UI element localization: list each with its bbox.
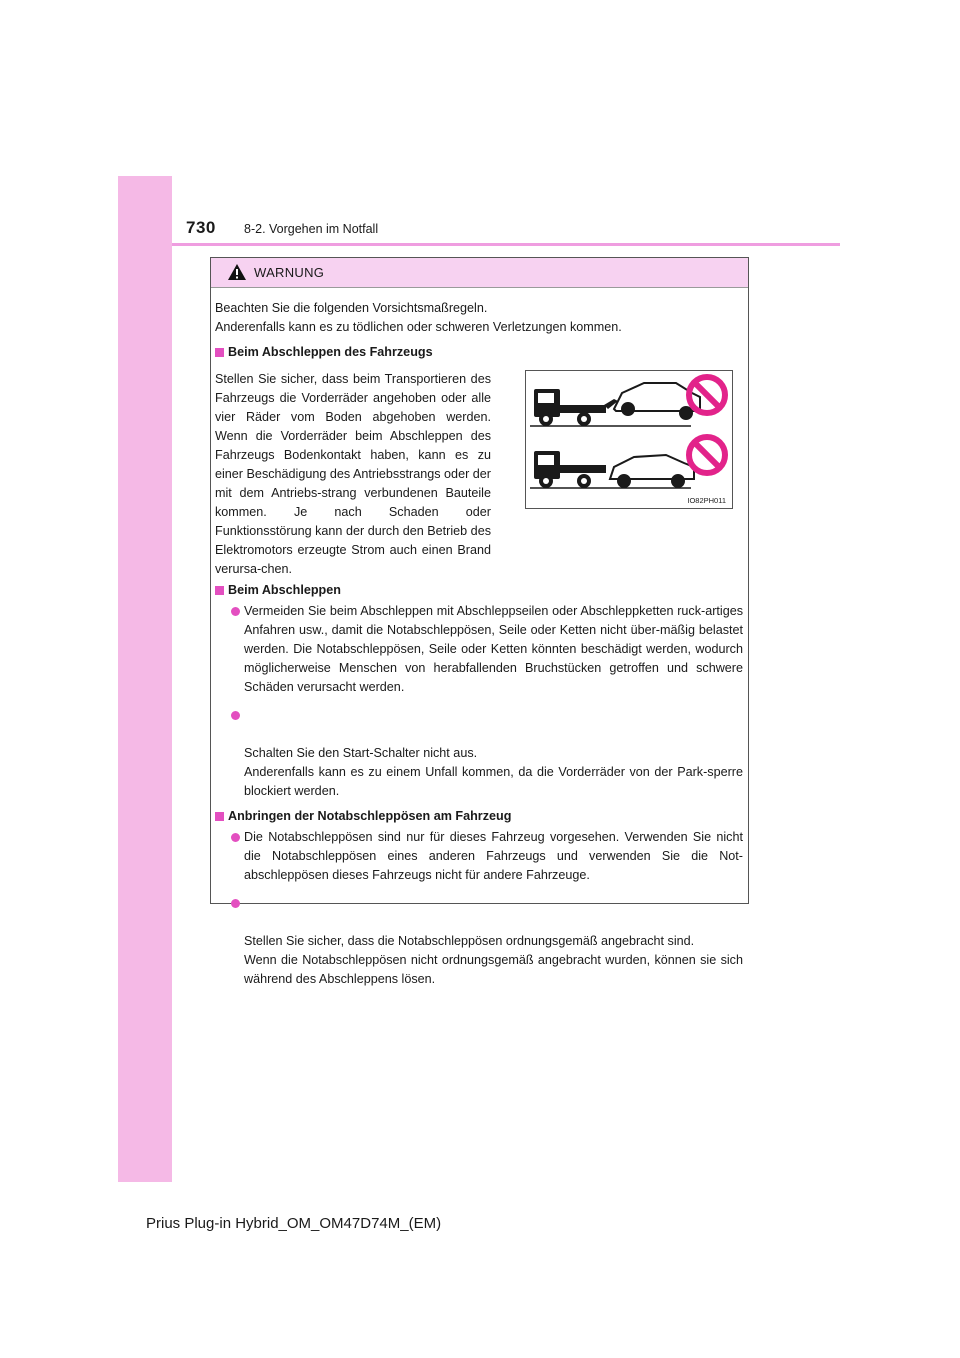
tow-truck-illustration — [526, 371, 732, 508]
footer-doc-id: Prius Plug-in Hybrid_OM_OM47D74M_(EM) — [146, 1215, 442, 1232]
intro-line: Beachten Sie die folgenden Vorsichtsmaßregeln. — [215, 301, 488, 315]
chapter-sidebar — [118, 176, 172, 1182]
intro-line: Anderenfalls kann es zu tödlichen oder schweren Verletzungen kommen. — [215, 320, 622, 334]
list-item: Die Notabschleppösen sind nur für dieses Fahrzeug vorgesehen. Verwenden Sie nicht die Notabschleppösen eines anderen Fahrzeugs und verwenden Sie die Not-abschleppösen dieses Fahrzeugs nicht für andere Fahrzeuge. — [215, 828, 743, 885]
tow-truck-top — [534, 389, 618, 426]
section-heading: Beim Abschleppen — [215, 581, 743, 600]
header-rule — [172, 243, 840, 246]
bullet-dot-icon — [231, 833, 240, 842]
towing-illustration — [525, 370, 733, 509]
section-heading: Anbringen der Notabschleppösen am Fahrzeug — [215, 807, 743, 826]
car-bottom — [610, 455, 694, 487]
prohibited-sign-icon — [689, 437, 725, 473]
warning-title: WARNUNG — [254, 265, 325, 280]
bullet-dot-icon — [231, 607, 240, 616]
bullet-dot-icon — [231, 711, 240, 720]
bullet-dot-icon — [231, 899, 240, 908]
list-item: Vermeiden Sie beim Abschleppen mit Abschleppseilen oder Abschleppketten ruck-artiges Anfahren usw., damit die Notabschleppösen, Seile oder Ketten nicht über-mäßig belastet werden. Die Notabschleppösen, Seile oder Ketten könnten beschädigt werden, wodurch möglicherweise Menschen von herabfallenden Bruchstücken getroffen und schwere Schäden verursacht werden. — [215, 602, 743, 697]
warning-box — [210, 257, 749, 986]
list-item: Schalten Sie den Start-Schalter nicht aus. Anderenfalls kann es zu einem Unfall kommen, da die Vorderräder von der Park-sperre blockiert werden. — [215, 706, 743, 801]
warning-triangle-icon — [227, 263, 247, 281]
figure-code: IO82PH011 — [687, 496, 726, 505]
warning-header — [211, 258, 748, 288]
bullet-square-icon — [215, 812, 224, 821]
towing-paragraph: Stellen Sie sicher, dass beim Transportieren des Fahrzeugs die Vorderräder angehoben oder alle vier Räder vom Boden abgehoben werden. Wenn die Vorderräder beim Abschleppen des Fahrzeugs Bodenkontakt haben, kann es zu einer Beschädigung des Antriebsstrangs oder der mit dem Antriebs-strang verbundenen Bauteile kommen. Je nach Schaden oder Funktionsstörung kann der durch den Betrieb des Elektromotors erzeugte Strom auch einen Brand verursa-chen. — [215, 372, 491, 576]
list-item: Stellen Sie sicher, dass die Notabschleppösen ordnungsgemäß angebracht sind. Wenn die Notabschleppösen nicht ordnungsgemäß angebracht wurden, können sie sich während des Abschleppens lösen. — [215, 894, 743, 989]
page-number: 730 — [186, 218, 216, 237]
bullet-square-icon — [215, 348, 224, 357]
section-heading: Beim Abschleppen des Fahrzeugs — [215, 343, 743, 362]
section-title: 8-2. Vorgehen im Notfall — [244, 222, 379, 236]
bullet-square-icon — [215, 586, 224, 595]
warning-intro — [215, 299, 743, 337]
tow-truck-bottom — [534, 451, 606, 488]
